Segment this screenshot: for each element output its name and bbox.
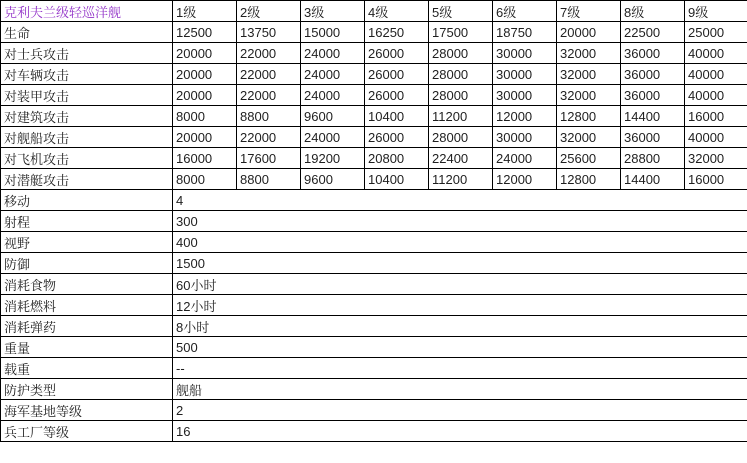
stat-value-cell: 20000 <box>173 64 237 85</box>
row-label: 对飞机攻击 <box>1 148 173 169</box>
stat-value-cell: 36000 <box>621 64 685 85</box>
stat-value-cell: 32000 <box>557 43 621 64</box>
stat-value-cell: 8000 <box>173 106 237 127</box>
stat-value-cell: 36000 <box>621 85 685 106</box>
stat-value-cell: 28000 <box>429 127 493 148</box>
info-table-row <box>1 190 747 211</box>
level-column-header: 5级 <box>429 1 493 22</box>
stat-value-cell: 11200 <box>429 106 493 127</box>
stat-value-cell: 12000 <box>493 169 557 190</box>
stat-value-cell: 26000 <box>365 64 429 85</box>
stat-table-row <box>1 169 747 190</box>
row-label: 载重 <box>1 358 173 379</box>
info-table-row <box>1 379 747 400</box>
info-table-row <box>1 211 747 232</box>
row-label: 重量 <box>1 337 173 358</box>
stat-value-cell: 12800 <box>557 106 621 127</box>
stat-value-cell: 26000 <box>365 85 429 106</box>
stat-value-cell: 26000 <box>365 43 429 64</box>
stat-value-cell: 36000 <box>621 127 685 148</box>
stat-value-cell: 25600 <box>557 148 621 169</box>
header-row <box>1 1 747 22</box>
stat-value-cell: 22000 <box>237 85 301 106</box>
info-value-cell: 500 <box>173 337 747 358</box>
stat-value-cell: 12500 <box>173 22 237 43</box>
stat-value-cell: 32000 <box>557 127 621 148</box>
info-value-cell: 8小时 <box>173 316 747 337</box>
stat-value-cell: 16000 <box>685 169 747 190</box>
stat-value-cell: 16000 <box>685 106 747 127</box>
stat-value-cell: 30000 <box>493 43 557 64</box>
stat-value-cell: 24000 <box>301 64 365 85</box>
stat-value-cell: 16250 <box>365 22 429 43</box>
stat-value-cell: 20800 <box>365 148 429 169</box>
info-table-row <box>1 316 747 337</box>
stat-value-cell: 13750 <box>237 22 301 43</box>
stat-table-row <box>1 22 747 43</box>
stat-value-cell: 28800 <box>621 148 685 169</box>
stat-value-cell: 12000 <box>493 106 557 127</box>
stat-value-cell: 14400 <box>621 169 685 190</box>
row-label: 防御 <box>1 253 173 274</box>
stat-value-cell: 11200 <box>429 169 493 190</box>
info-table-row <box>1 295 747 316</box>
stat-value-cell: 22000 <box>237 127 301 148</box>
stat-value-cell: 28000 <box>429 85 493 106</box>
row-label: 对建筑攻击 <box>1 106 173 127</box>
stat-value-cell: 19200 <box>301 148 365 169</box>
stat-value-cell: 22400 <box>429 148 493 169</box>
stat-value-cell: 28000 <box>429 64 493 85</box>
stat-table-row <box>1 106 747 127</box>
stat-value-cell: 40000 <box>685 43 747 64</box>
stat-value-cell: 10400 <box>365 106 429 127</box>
info-table-row <box>1 358 747 379</box>
info-value-cell: 12小时 <box>173 295 747 316</box>
stat-value-cell: 25000 <box>685 22 747 43</box>
stat-value-cell: 10400 <box>365 169 429 190</box>
info-table-row <box>1 274 747 295</box>
info-table-row <box>1 253 747 274</box>
stat-value-cell: 20000 <box>557 22 621 43</box>
stat-value-cell: 16000 <box>173 148 237 169</box>
level-column-header: 2级 <box>237 1 301 22</box>
row-label: 防护类型 <box>1 379 173 400</box>
stat-value-cell: 22500 <box>621 22 685 43</box>
stat-value-cell: 20000 <box>173 85 237 106</box>
row-label: 视野 <box>1 232 173 253</box>
row-label: 射程 <box>1 211 173 232</box>
stat-value-cell: 18750 <box>493 22 557 43</box>
row-label: 对舰船攻击 <box>1 127 173 148</box>
stat-value-cell: 30000 <box>493 64 557 85</box>
row-label: 对士兵攻击 <box>1 43 173 64</box>
stat-value-cell: 32000 <box>685 148 747 169</box>
stat-value-cell: 24000 <box>301 127 365 148</box>
stat-value-cell: 17600 <box>237 148 301 169</box>
info-value-cell: 60小时 <box>173 274 747 295</box>
stat-value-cell: 40000 <box>685 85 747 106</box>
info-value-cell: 舰船 <box>173 379 747 400</box>
stat-value-cell: 36000 <box>621 43 685 64</box>
stat-table-row <box>1 43 747 64</box>
stat-table-row <box>1 85 747 106</box>
stat-value-cell: 8800 <box>237 169 301 190</box>
info-value-cell: 4 <box>173 190 747 211</box>
stat-value-cell: 26000 <box>365 127 429 148</box>
stat-value-cell: 20000 <box>173 127 237 148</box>
info-value-cell: 16 <box>173 421 747 442</box>
row-label: 海军基地等级 <box>1 400 173 421</box>
stat-value-cell: 24000 <box>301 43 365 64</box>
stat-value-cell: 32000 <box>557 64 621 85</box>
info-table-row <box>1 337 747 358</box>
unit-title: 克利夫兰级轻巡洋舰 <box>1 1 173 22</box>
stat-table-row <box>1 64 747 85</box>
stat-value-cell: 15000 <box>301 22 365 43</box>
info-table-row <box>1 232 747 253</box>
stat-value-cell: 40000 <box>685 64 747 85</box>
row-label: 生命 <box>1 22 173 43</box>
row-label: 消耗弹药 <box>1 316 173 337</box>
row-label: 消耗燃料 <box>1 295 173 316</box>
info-value-cell: 300 <box>173 211 747 232</box>
stat-value-cell: 17500 <box>429 22 493 43</box>
level-column-header: 7级 <box>557 1 621 22</box>
stat-value-cell: 8800 <box>237 106 301 127</box>
row-label: 消耗食物 <box>1 274 173 295</box>
stat-value-cell: 22000 <box>237 43 301 64</box>
row-label: 移动 <box>1 190 173 211</box>
stat-value-cell: 24000 <box>301 85 365 106</box>
level-column-header: 1级 <box>173 1 237 22</box>
stat-value-cell: 20000 <box>173 43 237 64</box>
stat-value-cell: 24000 <box>493 148 557 169</box>
stat-value-cell: 28000 <box>429 43 493 64</box>
level-column-header: 3级 <box>301 1 365 22</box>
info-table-row <box>1 400 747 421</box>
stat-value-cell: 14400 <box>621 106 685 127</box>
row-label: 对车辆攻击 <box>1 64 173 85</box>
stat-value-cell: 32000 <box>557 85 621 106</box>
stat-value-cell: 9600 <box>301 106 365 127</box>
row-label: 对潜艇攻击 <box>1 169 173 190</box>
info-table-row <box>1 421 747 442</box>
stat-table-row <box>1 127 747 148</box>
row-label: 兵工厂等级 <box>1 421 173 442</box>
stat-value-cell: 8000 <box>173 169 237 190</box>
stat-value-cell: 12800 <box>557 169 621 190</box>
info-value-cell: -- <box>173 358 747 379</box>
level-column-header: 4级 <box>365 1 429 22</box>
info-value-cell: 400 <box>173 232 747 253</box>
stats-table-body <box>1 22 747 442</box>
stat-value-cell: 30000 <box>493 127 557 148</box>
info-value-cell: 2 <box>173 400 747 421</box>
stat-table-row <box>1 148 747 169</box>
row-label: 对装甲攻击 <box>1 85 173 106</box>
stat-value-cell: 40000 <box>685 127 747 148</box>
stat-value-cell: 30000 <box>493 85 557 106</box>
level-column-header: 9级 <box>685 1 747 22</box>
stat-value-cell: 22000 <box>237 64 301 85</box>
stat-value-cell: 9600 <box>301 169 365 190</box>
level-column-header: 8级 <box>621 1 685 22</box>
info-value-cell: 1500 <box>173 253 747 274</box>
level-column-header: 6级 <box>493 1 557 22</box>
